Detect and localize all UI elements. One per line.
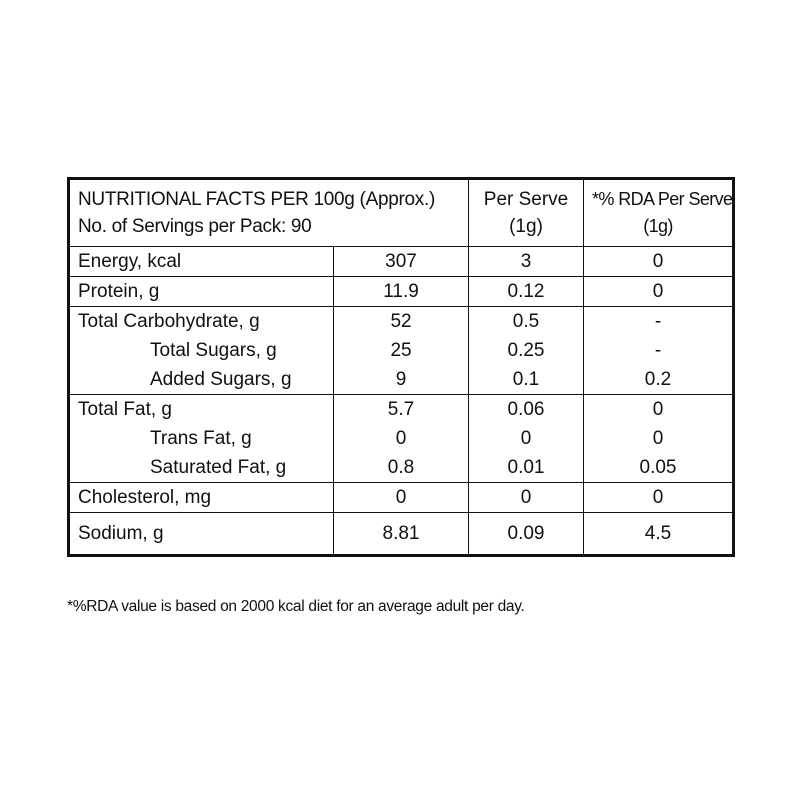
nutrient-group-carbohydrate bbox=[69, 307, 734, 395]
rda-header bbox=[584, 179, 734, 247]
per-serve-value: 0 bbox=[469, 483, 584, 513]
per-serve-value: 0 bbox=[520, 428, 532, 449]
per-serve-values-cell bbox=[469, 395, 584, 483]
nutrient-name-total-sugars: Total Sugars, g bbox=[150, 340, 277, 361]
nutrient-name: Sodium, g bbox=[69, 513, 334, 556]
nutrient-row-energy bbox=[69, 247, 734, 277]
per-serve-header bbox=[469, 179, 584, 247]
per-100g-value: 307 bbox=[334, 247, 469, 277]
per-serve-value: 0.12 bbox=[469, 277, 584, 307]
per-100g-value: 0 bbox=[334, 483, 469, 513]
nutrient-row-protein bbox=[69, 277, 734, 307]
rda-label: *% RDA Per Serve bbox=[592, 189, 733, 209]
rda-value: 0 bbox=[584, 277, 734, 307]
nutrition-label bbox=[67, 177, 732, 557]
rda-value: 0 bbox=[584, 483, 734, 513]
nutrient-name-total-fat: Total Fat, g bbox=[78, 399, 172, 420]
rda-value: 0.2 bbox=[644, 369, 672, 390]
nutrient-name: Cholesterol, mg bbox=[69, 483, 334, 513]
per-100g-values-cell bbox=[334, 395, 469, 483]
per-serve-value: 0.01 bbox=[507, 457, 545, 478]
rda-value: 0 bbox=[584, 247, 734, 277]
per-100g-value: 9 bbox=[395, 369, 407, 390]
nutrient-names-cell bbox=[69, 395, 334, 483]
per-100g-value: 52 bbox=[390, 311, 412, 332]
rda-unit: (1g) bbox=[643, 216, 673, 236]
rda-value: - bbox=[654, 311, 662, 332]
per-serve-value: 0.06 bbox=[507, 399, 545, 420]
per-serve-value: 0.5 bbox=[512, 311, 540, 332]
per-100g-value: 0.8 bbox=[387, 457, 415, 478]
servings-per-pack: No. of Servings per Pack: 90 bbox=[78, 216, 312, 237]
rda-values-cell bbox=[584, 395, 734, 483]
per-100g-value: 0 bbox=[395, 428, 407, 449]
rda-footnote: *%RDA value is based on 2000 kcal diet for an average adult per day. bbox=[67, 598, 525, 615]
per-serve-values-cell bbox=[469, 307, 584, 395]
per-100g-value: 25 bbox=[390, 340, 412, 361]
rda-value: 0 bbox=[652, 428, 664, 449]
header-title-cell bbox=[69, 179, 469, 247]
nutrient-name-carbohydrate: Total Carbohydrate, g bbox=[78, 311, 260, 332]
rda-value: 0 bbox=[652, 399, 664, 420]
per-serve-value: 0.09 bbox=[469, 513, 584, 556]
nutrient-group-fat bbox=[69, 395, 734, 483]
header-title: NUTRITIONAL FACTS PER 100g (Approx.) bbox=[78, 189, 435, 210]
nutrient-name-added-sugars: Added Sugars, g bbox=[150, 369, 292, 390]
per-100g-value: 8.81 bbox=[334, 513, 469, 556]
per-serve-value: 0.25 bbox=[507, 340, 545, 361]
rda-value: 0.05 bbox=[639, 457, 677, 478]
rda-value: 4.5 bbox=[584, 513, 734, 556]
nutrient-row-sodium bbox=[69, 513, 734, 556]
nutrient-row-cholesterol bbox=[69, 483, 734, 513]
nutrient-name-trans-fat: Trans Fat, g bbox=[150, 428, 252, 449]
per-100g-value: 11.9 bbox=[334, 277, 469, 307]
per-serve-value: 3 bbox=[469, 247, 584, 277]
nutrition-table bbox=[67, 177, 735, 557]
per-serve-unit: (1g) bbox=[509, 216, 543, 237]
header-row bbox=[69, 179, 734, 247]
per-100g-values-cell bbox=[334, 307, 469, 395]
per-serve-value: 0.1 bbox=[512, 369, 540, 390]
per-100g-value: 5.7 bbox=[387, 399, 415, 420]
rda-value: - bbox=[654, 340, 662, 361]
per-serve-label: Per Serve bbox=[483, 189, 569, 210]
rda-values-cell bbox=[584, 307, 734, 395]
nutrient-name-saturated-fat: Saturated Fat, g bbox=[150, 457, 287, 478]
nutrient-names-cell bbox=[69, 307, 334, 395]
nutrient-name: Protein, g bbox=[69, 277, 334, 307]
nutrient-name: Energy, kcal bbox=[69, 247, 334, 277]
